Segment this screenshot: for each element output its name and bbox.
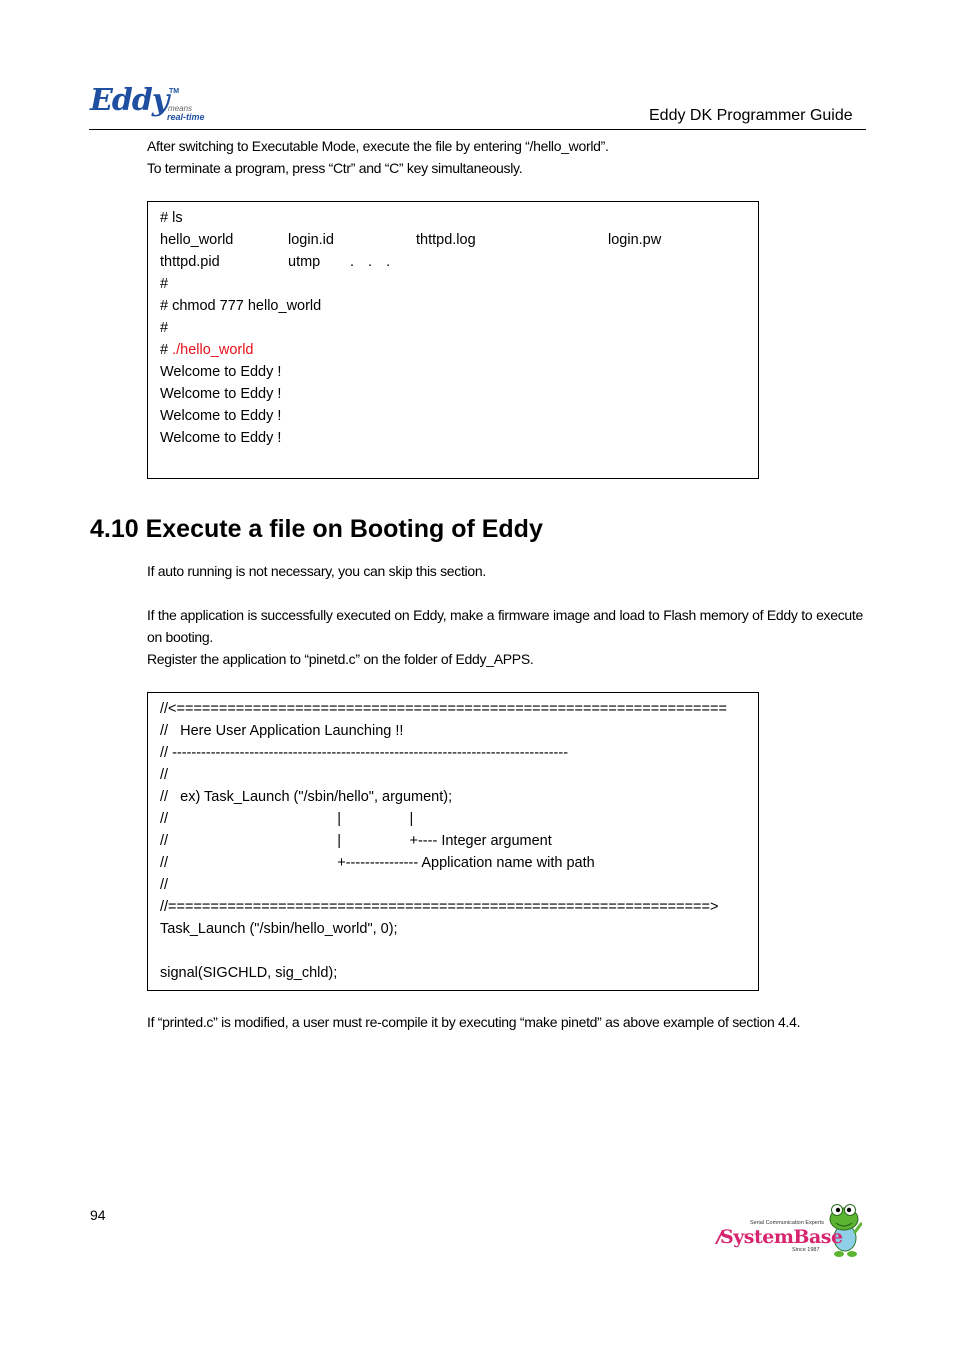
terminal-line: # ls (160, 210, 183, 226)
footer-paragraph: If “printed.c” is modified, a user must re-compile it by executing “make pinetd” as above example of section 4.4. (147, 1014, 801, 1030)
code-line: // | | (160, 811, 414, 827)
code-line: // ex) Task_Launch ("/sbin/hello", argument); (160, 789, 453, 805)
document-title: Eddy DK Programmer Guide (649, 107, 853, 124)
brand-tagline: Serial Communication Experts (750, 1220, 824, 1226)
terminal-line: login.pw (608, 232, 662, 248)
eddy-logo-means: means (168, 104, 193, 113)
terminal-line: Welcome to Eddy ! (160, 386, 282, 402)
code-line: //<================================================================= (160, 701, 727, 717)
eddy-logo-word: Eddy (90, 83, 169, 118)
eddy-logo-tm: TM (169, 88, 180, 95)
section-paragraph-1: If auto running is not necessary, you can skip this section. (147, 563, 486, 579)
section-paragraph-2: If the application is successfully executed on Eddy, make a firmware image and load to Flash memory of Eddy to execute on booting. (147, 607, 863, 645)
code-line: // ---------------------------------------------------------------------------------- (160, 745, 569, 761)
terminal-line: Welcome to Eddy ! (160, 430, 282, 446)
brand-since: Since 1987 (792, 1247, 820, 1253)
systembase-logo (712, 1202, 862, 1260)
eddy-logo-realtime: real-time (167, 112, 205, 122)
eddy-logo (90, 84, 220, 126)
code-line: signal(SIGCHLD, sig_chld); (160, 965, 338, 981)
terminal-line: # (160, 276, 169, 292)
code-box (147, 692, 759, 991)
code-line: Task_Launch ("/sbin/hello_world", 0); (160, 921, 398, 937)
terminal-line: thttpd.pid (160, 254, 220, 270)
intro-line-1: After switching to Executable Mode, execute the file by entering “/hello_world”. (147, 138, 609, 154)
code-line: // (160, 877, 169, 893)
terminal-line: Welcome to Eddy ! (160, 364, 282, 380)
brand-name: SystemBase (720, 1226, 843, 1248)
terminal-output-box (147, 201, 759, 479)
terminal-line: # chmod 777 hello_world (160, 298, 322, 314)
terminal-prompt: # (160, 342, 173, 358)
terminal-line: . . . (350, 254, 396, 270)
header-divider (89, 129, 866, 130)
terminal-line: thttpd.log (416, 232, 476, 248)
terminal-line: utmp (288, 254, 321, 270)
page-number: 94 (90, 1207, 106, 1223)
code-line: // +--------------- Application name with path (160, 855, 595, 871)
code-line: // | +---- Integer argument (160, 833, 552, 849)
section-paragraph-3: Register the application to “pinetd.c” on the folder of Eddy_APPS. (147, 651, 534, 667)
code-line: // (160, 767, 169, 783)
terminal-command-highlight: ./hello_world (172, 342, 254, 358)
code-line: // Here User Application Launching !! (160, 723, 404, 739)
terminal-line (160, 339, 254, 361)
terminal-line: Welcome to Eddy ! (160, 408, 282, 424)
terminal-line: hello_world (160, 232, 234, 248)
terminal-line: login.id (288, 232, 334, 248)
code-line: //================================================================> (160, 899, 719, 915)
intro-line-2: To terminate a program, press “Ctr” and “C” key simultaneously. (147, 160, 523, 176)
section-heading: 4.10 Execute a file on Booting of Eddy (90, 515, 543, 543)
terminal-line: # (160, 320, 169, 336)
